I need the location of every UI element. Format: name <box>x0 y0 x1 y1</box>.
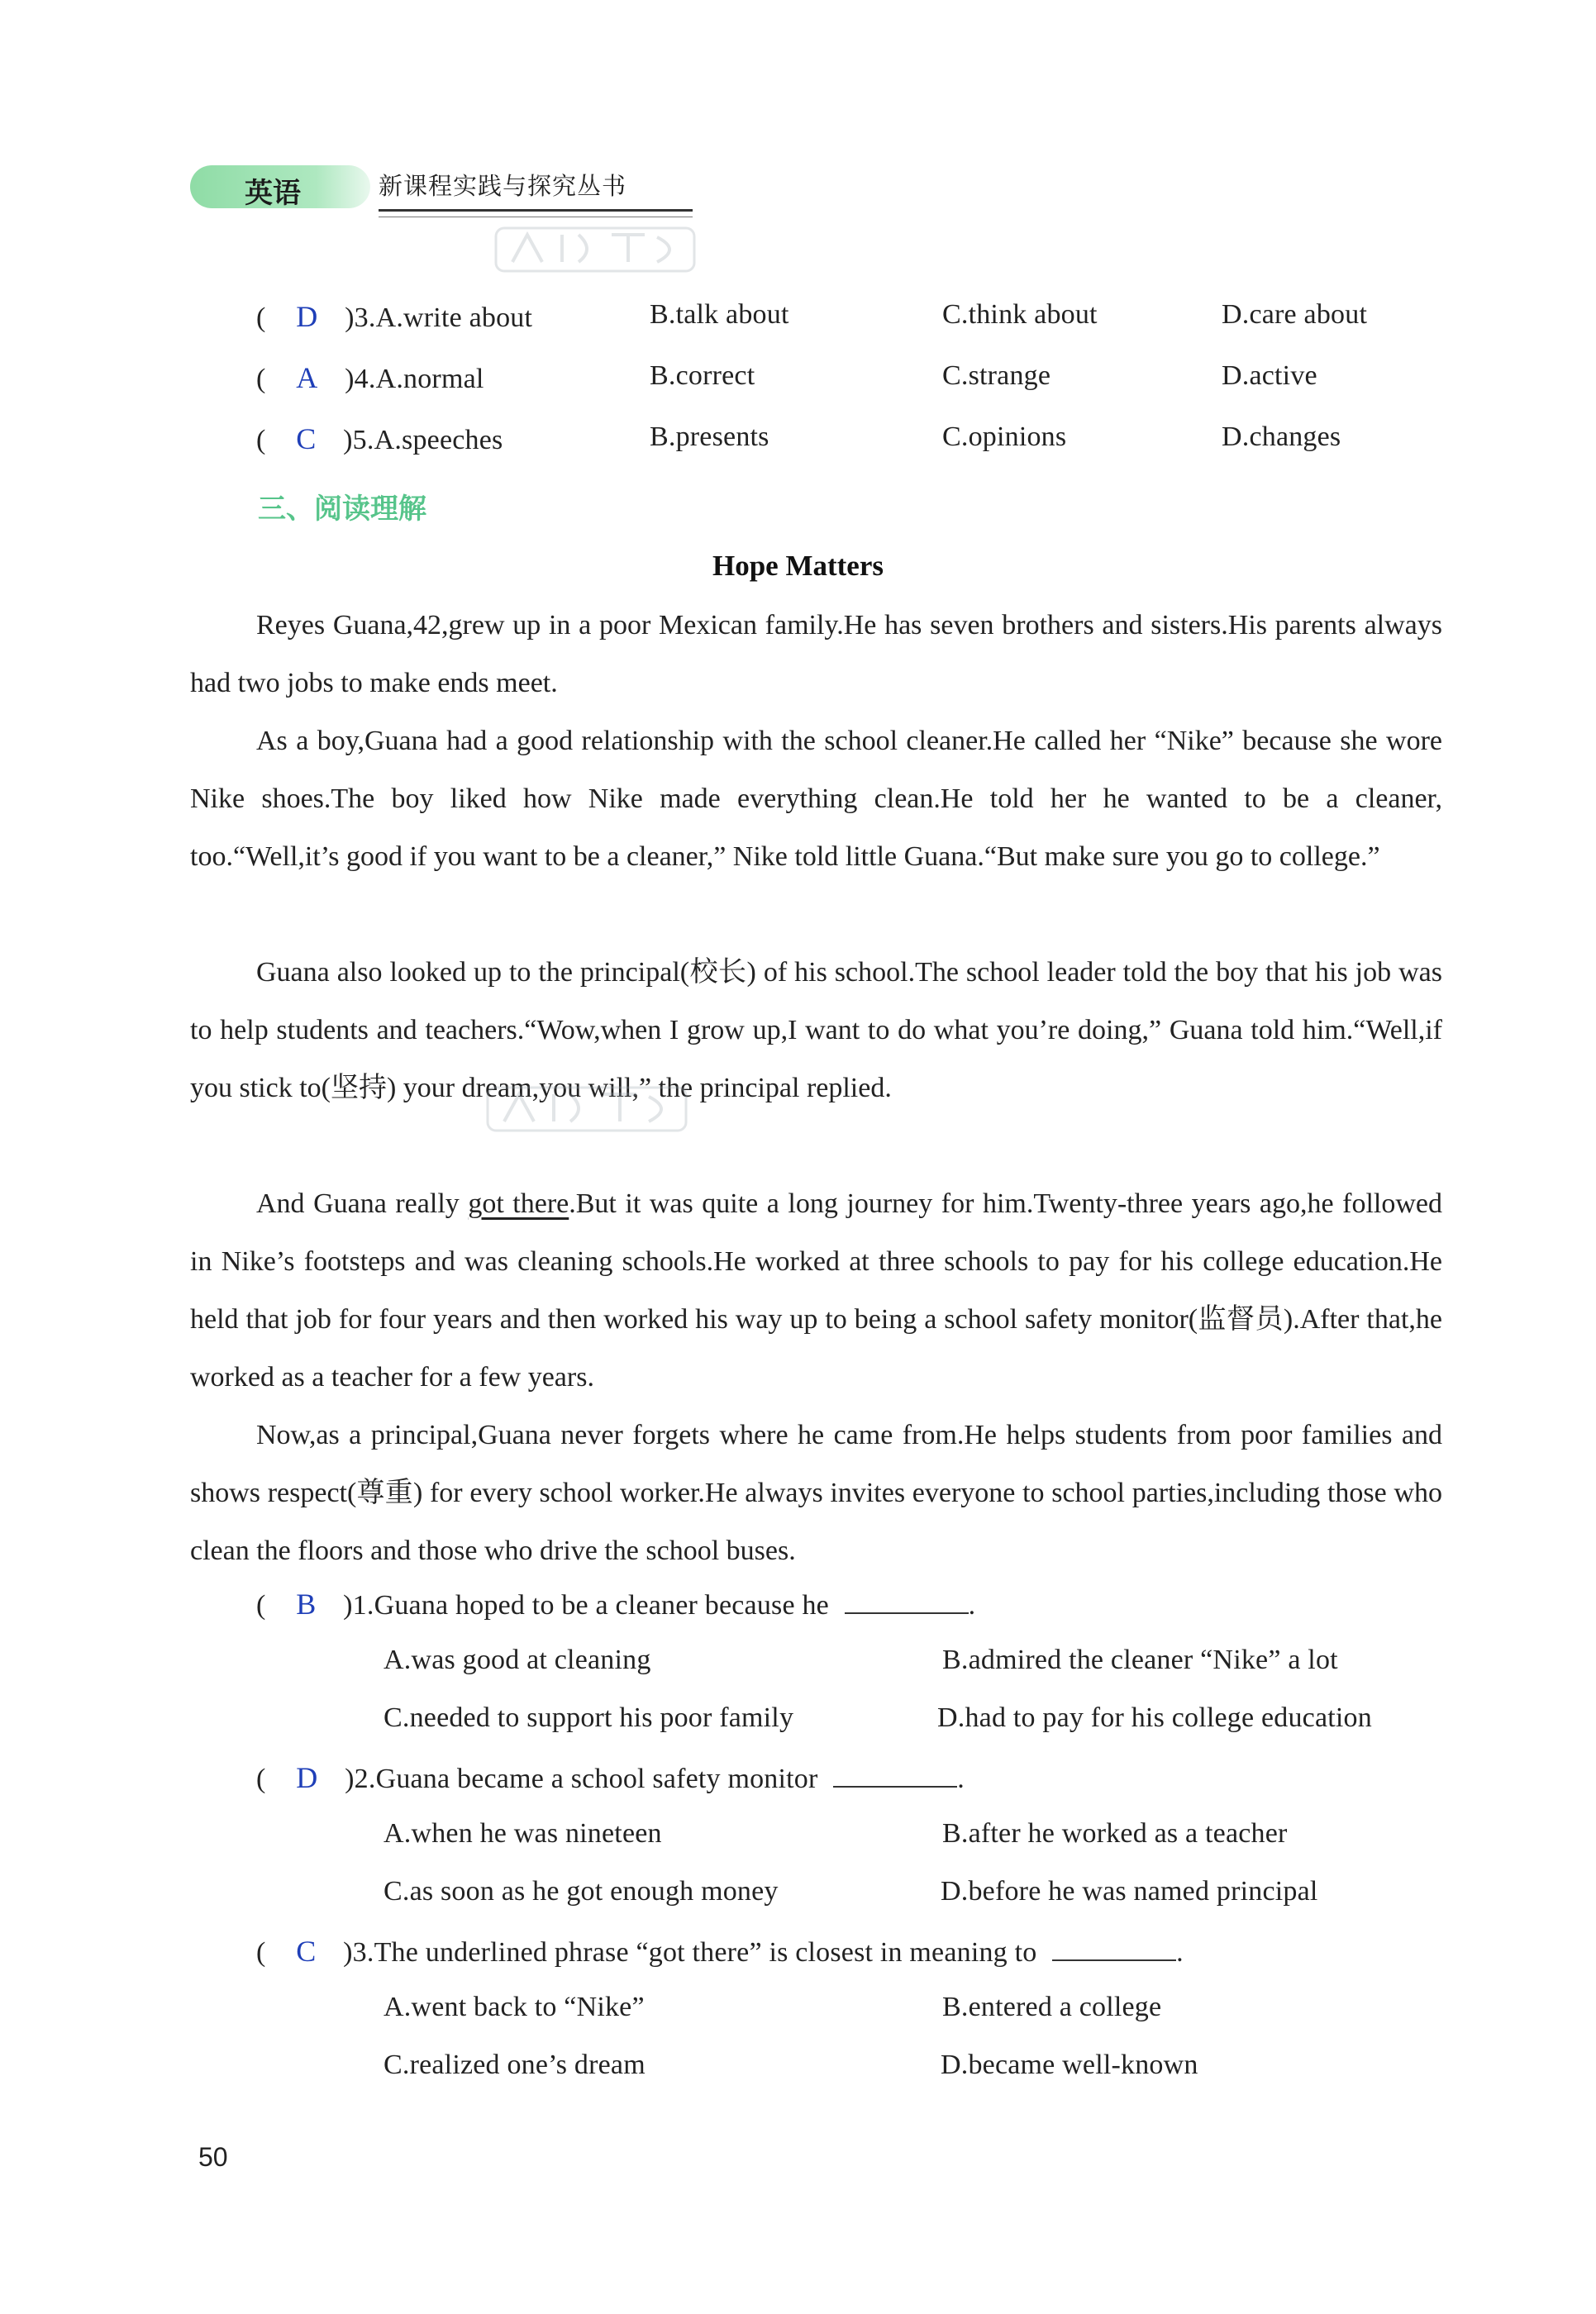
series-title: 新课程实践与探究丛书 <box>379 172 627 200</box>
option-b: B.talk about <box>650 299 789 330</box>
underlined-phrase: got there <box>468 1188 569 1219</box>
answer-mark: C <box>296 1935 317 1968</box>
cloze-row: ( D )3.A.write about <box>256 300 533 333</box>
answer-blank <box>833 1761 957 1788</box>
option-b: B.entered a college <box>942 1992 1162 2022</box>
option-b: B.after he worked as a teacher <box>942 1818 1288 1849</box>
section-title: 三、阅读理解 <box>258 493 426 526</box>
story-paragraph-2: As a boy,Guana had a good relationship with the school cleaner.He called her “Nike” because she wore Nike shoes.The boy liked how Nike made everything clean.He told her he wanted to be a cleaner, too.“Well,it’s good if you want to be a cleaner,” Nike told little Guana.“But make sure you go to college.” <box>190 726 1442 872</box>
option-d: D.care about <box>1222 299 1368 330</box>
question-stem: ( D )2.Guana became a school safety monitor . <box>256 1761 965 1794</box>
story-paragraph-3: Guana also looked up to the principal(校长) of his school.The school leader told the boy that his job was to help students and teachers.“Wow,when I grow up,I want to do what you’re doing,” Guana told him.“Well,if you stick to(坚持) your dream,you will,” the principal replied. <box>190 957 1442 1103</box>
option-c: C.think about <box>942 299 1098 330</box>
option-a: A.when he was nineteen <box>384 1818 662 1849</box>
option-c: C.strange <box>942 360 1051 391</box>
answer-mark: B <box>296 1588 317 1621</box>
option-c: C.needed to support his poor family <box>384 1702 794 1733</box>
answer-blank <box>1052 1935 1176 1961</box>
option-d: D.became well-known <box>941 2050 1198 2080</box>
option-d: D.active <box>1222 360 1317 391</box>
watermark-logo-icon <box>479 1076 694 1142</box>
story-paragraph-4: And Guana really got there.But it was quite a long journey for him.Twenty-three years ago,he followed in Nike’s footsteps and was cleaning schools.He worked at three schools to pay for his college education.He held that job for four years and then worked his way up to being a school safety monitor(监督员).After that,he worked as a teacher for a few years. <box>190 1188 1443 1393</box>
answer-blank <box>845 1588 969 1614</box>
option-b: B.correct <box>650 360 755 391</box>
story-title: Hope Matters <box>712 550 884 582</box>
option-a: A.was good at cleaning <box>384 1645 651 1675</box>
answer-mark: D <box>296 1761 318 1794</box>
page-number: 50 <box>198 2142 228 2172</box>
answer-mark: A <box>296 361 318 394</box>
option-c: C.opinions <box>942 421 1067 452</box>
subject-label: 英语 <box>245 177 301 210</box>
watermark-logo-icon <box>488 217 703 283</box>
option-d: D.had to pay for his college education <box>937 1702 1372 1733</box>
cloze-row: ( C )5.A.speeches <box>256 422 503 455</box>
question-stem: ( B )1.Guana hoped to be a cleaner because he . <box>256 1588 976 1621</box>
answer-mark: C <box>296 422 317 455</box>
option-d: D.before he was named principal <box>941 1876 1318 1907</box>
option-c: C.realized one’s dream <box>384 2050 646 2080</box>
option-b: B.presents <box>650 421 769 452</box>
option-c: C.as soon as he got enough money <box>384 1876 779 1907</box>
option-b: B.admired the cleaner “Nike” a lot <box>942 1645 1338 1675</box>
story-paragraph-5: Now,as a principal,Guana never forgets where he came from.He helps students from poor families and shows respect(尊重) for every school worker.He always invites everyone to school parties,including those who clean the floors and those who drive the school buses. <box>190 1420 1442 1566</box>
story-paragraph-1: Reyes Guana,42,grew up in a poor Mexican family.He has seven brothers and sisters.His parents always had two jobs to make ends meet. <box>190 610 1442 698</box>
header-rule <box>379 209 693 212</box>
question-stem: ( C )3.The underlined phrase “got there” is closest in meaning to . <box>256 1935 1184 1968</box>
answer-mark: D <box>296 300 318 333</box>
option-d: D.changes <box>1222 421 1341 452</box>
option-a: A.went back to “Nike” <box>384 1992 645 2022</box>
cloze-row: ( A )4.A.normal <box>256 361 484 394</box>
